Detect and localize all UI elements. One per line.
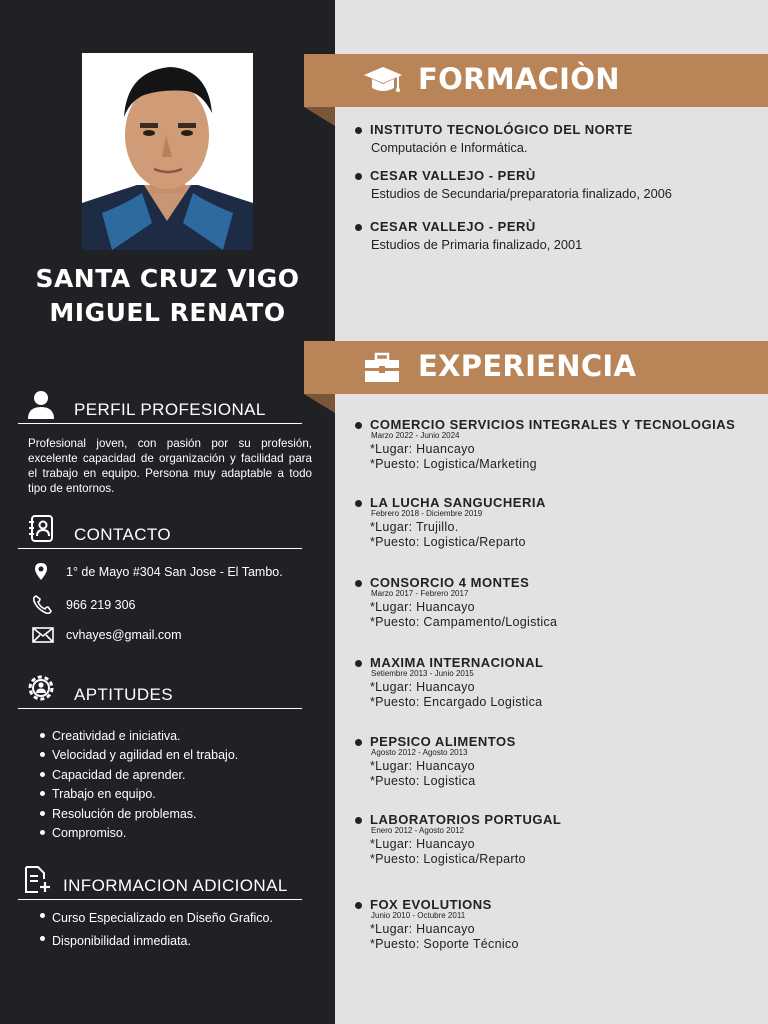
banner-fold (304, 394, 335, 413)
list-item: Creatividad e iniciativa. (40, 727, 238, 746)
bullet (355, 817, 362, 824)
puesto: *Puesto: Encargado Logistica (370, 695, 543, 709)
company: CONSORCIO 4 MONTES (370, 575, 530, 590)
adicional-list (40, 907, 273, 953)
gear-person-icon (26, 674, 56, 704)
aptitudes-header (18, 675, 302, 709)
dates: Marzo 2017 - Febrero 2017 (371, 589, 469, 598)
company: LABORATORIOS PORTUGAL (370, 812, 562, 827)
perfil-text: Profesional joven, con pasión por su profesión, excelente capacidad de organización y facilidad para el trabajo en equipo. Persona muy adaptable a todo tipo de entornos. (28, 437, 312, 495)
adicional-header (18, 866, 302, 900)
puesto: *Puesto: Soporte Técnico (370, 937, 519, 951)
document-plus-icon (22, 865, 52, 895)
lugar: *Lugar: Huancayo (370, 922, 475, 936)
company: LA LUCHA SANGUCHERIA (370, 495, 546, 510)
phone-icon (32, 595, 54, 615)
email-text[interactable]: cvhayes@gmail.com (66, 628, 182, 642)
perfil-header (18, 390, 302, 424)
bullet (355, 173, 362, 180)
formacion-title: FORMACIÒN (418, 62, 620, 96)
perfil-title: PERFIL PROFESIONAL (74, 400, 266, 419)
graduation-cap-icon (362, 64, 404, 98)
location-pin-icon (32, 562, 54, 582)
lugar: *Lugar: Huancayo (370, 600, 475, 614)
experiencia-title: EXPERIENCIA (418, 349, 637, 383)
bullet (355, 660, 362, 667)
dates: Setiembre 2013 - Junio 2015 (371, 669, 474, 678)
lugar: *Lugar: Trujillo. (370, 520, 459, 534)
bullet (355, 739, 362, 746)
list-item: Trabajo en equipo. (40, 785, 238, 804)
list-item: Curso Especializado en Diseño Grafico. (40, 907, 273, 930)
aptitudes-list (40, 727, 238, 843)
list-item: Capacidad de aprender. (40, 766, 238, 785)
bullet (355, 422, 362, 429)
dates: Febrero 2018 - Diciembre 2019 (371, 509, 483, 518)
experiencia-banner (304, 341, 768, 394)
contacto-title: CONTACTO (74, 525, 172, 544)
phone-text[interactable]: 966 219 306 (66, 598, 136, 612)
puesto: *Puesto: Logistica/Reparto (370, 535, 526, 549)
company: MAXIMA INTERNACIONAL (370, 655, 544, 670)
dates: Agosto 2012 - Agosto 2013 (371, 748, 468, 757)
formacion-banner (304, 54, 768, 107)
puesto: *Puesto: Campamento/Logistica (370, 615, 558, 629)
dates: Enero 2012 - Agosto 2012 (371, 826, 464, 835)
envelope-icon (32, 625, 54, 645)
full-name (0, 262, 335, 330)
dates: Marzo 2022 - Junio 2024 (371, 431, 460, 440)
institution: CESAR VALLEJO - PERÙ (370, 219, 536, 234)
list-item: Disponibilidad inmediata. (40, 930, 273, 953)
aptitudes-title: APTITUDES (74, 685, 174, 704)
puesto: *Puesto: Logistica/Reparto (370, 852, 526, 866)
contact-book-icon (26, 514, 56, 544)
banner-fold (304, 107, 335, 126)
name-line-1: SANTA CRUZ VIGO (35, 264, 300, 293)
institution: CESAR VALLEJO - PERÙ (370, 168, 536, 183)
user-icon (26, 389, 56, 419)
sidebar (0, 0, 335, 1024)
institution: INSTITUTO TECNOLÓGICO DEL NORTE (370, 122, 633, 137)
bullet (355, 500, 362, 507)
detail: Computación e Informática. (371, 140, 528, 155)
puesto: *Puesto: Logistica/Marketing (370, 457, 537, 471)
bullet (355, 224, 362, 231)
company: PEPSICO ALIMENTOS (370, 734, 516, 749)
name-line-2: MIGUEL RENATO (49, 298, 286, 327)
lugar: *Lugar: Huancayo (370, 837, 475, 851)
list-item: Resolución de problemas. (40, 805, 238, 824)
briefcase-icon (362, 351, 404, 385)
lugar: *Lugar: Huancayo (370, 759, 475, 773)
list-item: Velocidad y agilidad en el trabajo. (40, 746, 238, 765)
list-item: Compromiso. (40, 824, 238, 843)
bullet (355, 902, 362, 909)
detail: Estudios de Secundaria/preparatoria finalizado, 2006 (371, 186, 672, 201)
contacto-header (18, 515, 302, 549)
bullet (355, 580, 362, 587)
lugar: *Lugar: Huancayo (370, 680, 475, 694)
detail: Estudios de Primaria finalizado, 2001 (371, 237, 583, 252)
puesto: *Puesto: Logistica (370, 774, 476, 788)
lugar: *Lugar: Huancayo (370, 442, 475, 456)
profile-photo (82, 53, 253, 250)
adicional-title: INFORMACION ADICIONAL (63, 876, 288, 895)
company: COMERCIO SERVICIOS INTEGRALES Y TECNOLOGIAS (370, 417, 736, 432)
dates: Junio 2010 - Octubre 2011 (371, 911, 466, 920)
address-text: 1° de Mayo #304 San Jose - El Tambo. (66, 565, 283, 579)
bullet (355, 127, 362, 134)
company: FOX EVOLUTIONS (370, 897, 492, 912)
